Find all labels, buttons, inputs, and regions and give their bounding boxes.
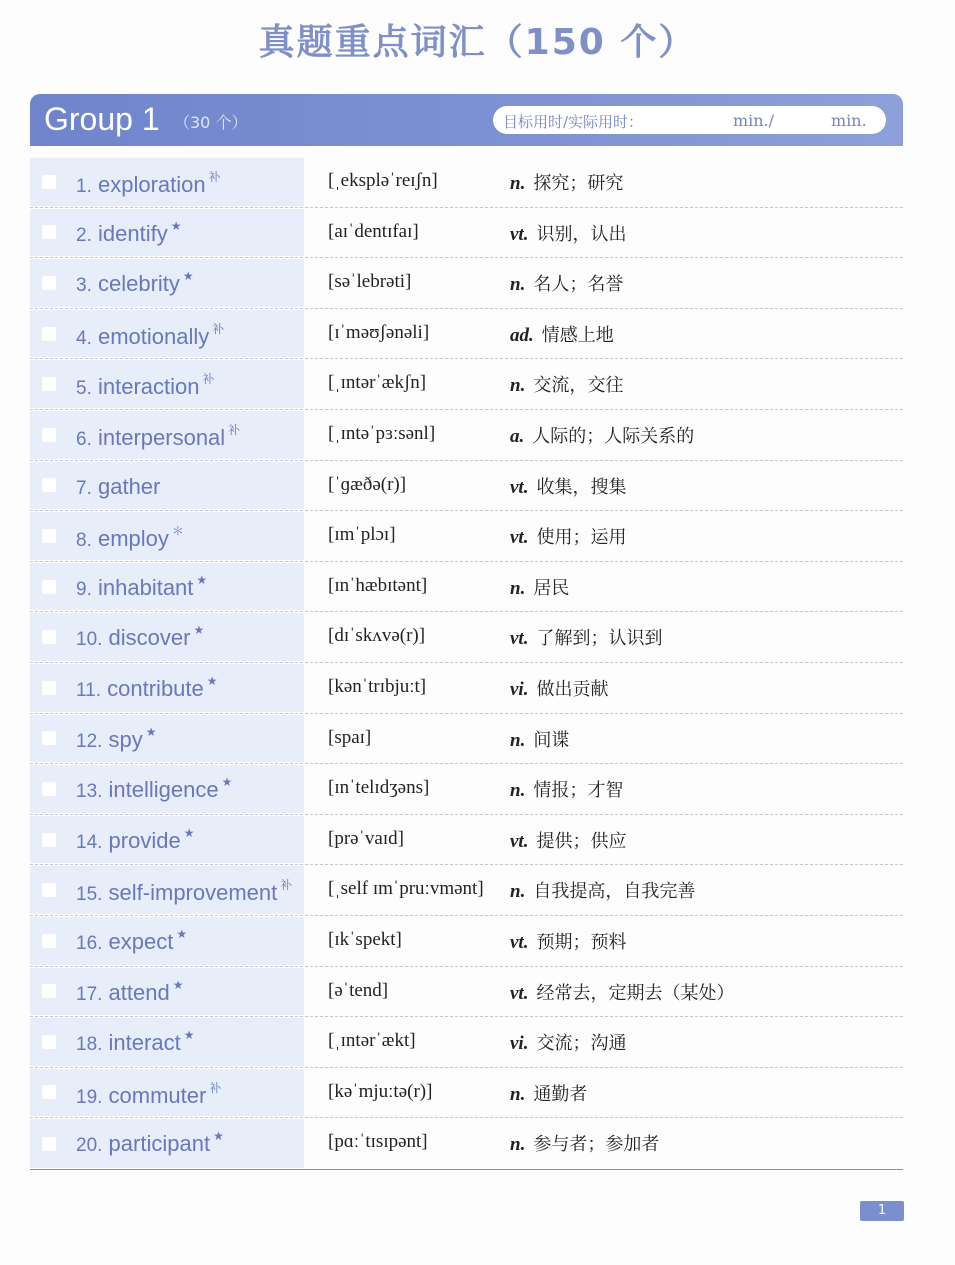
word-mark: ★ [183, 825, 195, 840]
word-number: 11. [76, 679, 102, 701]
phonetic: [pɑːˈtɪsɪpənt] [328, 1131, 428, 1153]
part-of-speech: n. [510, 274, 526, 296]
word-cell [30, 917, 304, 965]
definition [510, 1130, 659, 1156]
part-of-speech: n. [510, 1134, 526, 1156]
word-number: 13. [76, 781, 103, 803]
phonetic: [spaɪ] [328, 726, 372, 748]
word-mark: 补 [208, 170, 221, 184]
word-checkbox[interactable] [42, 327, 56, 341]
word-text: interact [108, 1030, 181, 1056]
definition [510, 624, 662, 650]
word-cell [30, 563, 304, 611]
meaning: 经常去，定期去（某处） [536, 982, 735, 1004]
word-cell [30, 158, 304, 206]
word-mark: ★ [183, 1028, 195, 1043]
meaning: 名人；名誉 [533, 274, 624, 296]
word-text: expect [108, 928, 174, 954]
word-cell [30, 613, 304, 661]
word-checkbox[interactable] [42, 934, 56, 948]
phonetic: [ˌɪntəˈpɜːsənl] [328, 422, 436, 444]
word-cell [30, 310, 304, 358]
group-count: （30 个） [174, 113, 248, 132]
phonetic: [dɪˈskʌvə(r)] [328, 625, 426, 647]
definition [510, 1029, 626, 1055]
word-checkbox[interactable] [42, 1137, 56, 1151]
word-text: interaction [97, 374, 200, 400]
vocab-row [30, 258, 903, 309]
phonetic: [prəˈvaɪd] [328, 827, 404, 849]
phonetic: [ˈɡæðə(r)] [328, 473, 407, 495]
meaning: 提供；供应 [536, 830, 627, 852]
word-checkbox[interactable] [42, 276, 56, 290]
vocab-row [30, 916, 903, 967]
word-checkbox[interactable] [42, 175, 56, 189]
vocab-word [76, 623, 204, 651]
vocab-word [76, 674, 218, 702]
vocab-row [30, 410, 903, 461]
word-text: contribute [107, 675, 204, 701]
vocab-row [30, 461, 903, 512]
word-cell [30, 715, 304, 763]
vocab-row [30, 815, 903, 866]
part-of-speech: vt. [510, 527, 529, 549]
word-number: 16. [76, 932, 103, 954]
word-mark: 补 [212, 321, 225, 336]
definition [510, 877, 695, 903]
word-number: 15. [76, 884, 103, 906]
word-checkbox[interactable] [42, 731, 56, 745]
vocab-row [30, 865, 903, 916]
word-number: 2. [76, 224, 92, 246]
vocab-word [76, 1129, 224, 1157]
phonetic: [səˈlebrəti] [328, 271, 412, 293]
word-number: 8. [76, 530, 92, 552]
vocab-row [30, 612, 903, 663]
word-checkbox[interactable] [42, 984, 56, 998]
phonetic: [kəˈmjuːtə(r)] [328, 1080, 433, 1102]
vocab-word [76, 775, 232, 803]
word-text: discover [108, 625, 191, 651]
actual-time-unit: min. [831, 111, 867, 130]
meaning: 交流，交往 [533, 375, 624, 397]
vocab-word [76, 725, 157, 753]
definition [510, 321, 614, 347]
definition [510, 979, 734, 1005]
vocab-row [30, 208, 903, 259]
phonetic: [ˌɪntərˈækʃn] [328, 372, 427, 394]
word-number: 6. [76, 428, 92, 450]
time-record-box [493, 106, 886, 134]
word-number: 4. [76, 327, 92, 349]
vocab-row [30, 1017, 903, 1068]
word-text: self-improvement [108, 880, 278, 906]
definition [510, 928, 626, 954]
part-of-speech: n. [510, 729, 526, 751]
meaning: 交流；沟通 [536, 1033, 627, 1055]
word-checkbox[interactable] [42, 1035, 56, 1049]
phonetic: [ˌekspləˈreɪʃn] [328, 170, 438, 191]
meaning: 间谍 [533, 729, 570, 751]
vocab-word [76, 522, 184, 552]
part-of-speech: vt. [510, 223, 529, 245]
word-text: employ [97, 526, 169, 552]
word-cell [30, 968, 304, 1016]
part-of-speech: vt. [510, 476, 529, 498]
definition [510, 371, 623, 397]
definition [510, 574, 569, 600]
vocab-row [30, 562, 903, 613]
meaning: 了解到；认识到 [536, 628, 663, 650]
word-mark: ★ [221, 775, 233, 790]
word-checkbox[interactable] [42, 782, 56, 796]
meaning: 情感上地 [541, 324, 614, 346]
part-of-speech: n. [510, 577, 526, 599]
meaning: 人际的；人际关系的 [532, 425, 695, 447]
word-mark: ★ [172, 977, 184, 992]
word-cell [30, 360, 304, 408]
word-mark: ★ [145, 724, 157, 739]
word-checkbox[interactable] [42, 225, 56, 239]
vocab-word [76, 978, 183, 1006]
word-mark: ★ [193, 623, 205, 638]
word-text: identify [97, 220, 168, 246]
vocab-word [76, 826, 194, 854]
page-number: 1 [860, 1201, 904, 1221]
vocab-row [30, 309, 903, 360]
word-mark: ★ [176, 926, 188, 941]
word-cell [30, 209, 304, 257]
part-of-speech: n. [510, 780, 526, 802]
definition [510, 776, 623, 802]
meaning: 识别，认出 [536, 223, 627, 245]
word-cell [30, 866, 304, 914]
word-cell [30, 664, 304, 712]
word-text: participant [108, 1131, 211, 1157]
part-of-speech: vt. [510, 628, 529, 650]
part-of-speech: vi. [510, 678, 529, 700]
vocab-word [76, 269, 194, 297]
word-checkbox[interactable] [42, 377, 56, 391]
word-checkbox[interactable] [42, 883, 56, 897]
word-text: exploration [97, 172, 206, 197]
definition [510, 523, 626, 549]
word-cell [30, 411, 304, 459]
definition [510, 1080, 587, 1106]
phonetic: [ɪˈməʊʃənəli] [328, 321, 430, 343]
word-text: emotionally [97, 323, 210, 349]
word-number: 1. [76, 176, 92, 197]
word-mark: 补 [209, 1080, 222, 1095]
word-text: interpersonal [97, 424, 226, 450]
word-mark: ★ [206, 673, 218, 688]
time-label: 目标用时/实际用时： [503, 113, 644, 131]
phonetic: [ˌself ɪmˈpruːvmənt] [328, 878, 484, 900]
word-number: 5. [76, 378, 92, 400]
group-name: Group 1 [44, 101, 160, 137]
word-checkbox[interactable] [42, 478, 56, 492]
definition [510, 220, 626, 246]
word-cell [30, 462, 304, 510]
vocab-word [76, 320, 224, 350]
part-of-speech: n. [510, 173, 526, 194]
phonetic: [ɪmˈplɔɪ] [328, 524, 396, 546]
part-of-speech: vt. [510, 830, 529, 852]
word-number: 7. [76, 477, 92, 499]
word-cell [30, 259, 304, 307]
word-checkbox[interactable] [42, 580, 56, 594]
target-time-unit: min./ [733, 111, 775, 130]
word-number: 10. [76, 629, 103, 651]
vocab-row [30, 511, 903, 562]
word-mark: ★ [213, 1129, 224, 1144]
phonetic: [aɪˈdentɪfaɪ] [328, 220, 419, 242]
word-checkbox[interactable] [42, 1085, 56, 1099]
word-text: commuter [108, 1082, 207, 1108]
word-checkbox[interactable] [42, 529, 56, 543]
definition [510, 473, 626, 499]
part-of-speech: vt. [510, 931, 529, 953]
word-number: 12. [76, 730, 103, 752]
word-text: intelligence [108, 777, 219, 803]
word-number: 20. [76, 1135, 103, 1157]
part-of-speech: a. [510, 425, 525, 447]
page-title: 真题重点词汇（150 个） [258, 22, 697, 63]
word-number: 14. [76, 831, 103, 853]
vocab-word [76, 1079, 221, 1109]
word-checkbox[interactable] [42, 833, 56, 847]
word-text: inhabitant [97, 574, 194, 600]
word-cell [30, 1018, 304, 1066]
definition [510, 675, 608, 701]
vocab-word [76, 168, 221, 198]
word-number: 9. [76, 578, 92, 600]
word-cell [30, 765, 304, 813]
word-number: 17. [76, 983, 103, 1005]
word-cell [30, 1119, 304, 1168]
vocab-row [30, 764, 903, 815]
group-header [30, 94, 903, 146]
meaning: 情报；才智 [533, 780, 624, 802]
meaning: 使用；运用 [536, 527, 627, 549]
part-of-speech: vi. [510, 1033, 529, 1055]
phonetic: [kənˈtrɪbjuːt] [328, 675, 427, 697]
word-cell [30, 512, 304, 560]
meaning: 参与者；参加者 [533, 1134, 660, 1156]
vocab-word [76, 472, 163, 500]
vocab-row [30, 1068, 903, 1119]
vocab-word [76, 219, 181, 247]
meaning: 收集，搜集 [536, 476, 627, 498]
word-mark: ★ [170, 218, 182, 233]
phonetic: [ɪnˈtelɪdʒəns] [328, 777, 430, 799]
vocab-word [76, 1028, 194, 1056]
word-checkbox[interactable] [42, 630, 56, 644]
definition [510, 169, 623, 195]
phonetic: [ˌɪntərˈækt] [328, 1030, 416, 1052]
word-mark: ★ [182, 269, 194, 284]
part-of-speech: vt. [510, 982, 529, 1004]
word-text: provide [108, 827, 181, 853]
vocab-word [76, 927, 187, 955]
meaning: 做出贡献 [536, 678, 609, 700]
word-number: 18. [76, 1034, 103, 1056]
definition [510, 726, 569, 752]
meaning: 预期；预料 [536, 931, 627, 953]
vocab-word [76, 573, 207, 601]
definition [510, 270, 623, 296]
vocab-row [30, 1118, 903, 1169]
word-mark: ★ [196, 572, 208, 587]
vocab-row [30, 663, 903, 714]
word-mark: 补 [280, 878, 293, 893]
meaning: 探究；研究 [533, 173, 624, 194]
vocab-row [30, 157, 903, 208]
word-text: attend [108, 979, 170, 1005]
word-text: celebrity [97, 271, 180, 297]
word-checkbox[interactable] [42, 428, 56, 442]
word-number: 3. [76, 275, 92, 297]
part-of-speech: ad. [510, 324, 534, 346]
word-cell [30, 1069, 304, 1117]
word-mark: 补 [202, 372, 215, 387]
part-of-speech: n. [510, 881, 526, 903]
vocab-word [76, 421, 240, 451]
meaning: 通勤者 [533, 1083, 588, 1105]
phonetic: [əˈtend] [328, 979, 389, 1001]
meaning: 自我提高，自我完善 [533, 881, 696, 903]
part-of-speech: n. [510, 375, 526, 397]
word-mark: 补 [228, 422, 241, 437]
definition [510, 422, 694, 448]
word-mark: ＊ [171, 524, 184, 539]
vocab-row [30, 967, 903, 1018]
vocab-row [30, 359, 903, 410]
vocab-word [76, 370, 215, 400]
meaning: 居民 [533, 577, 570, 599]
vocab-row [30, 714, 903, 765]
part-of-speech: n. [510, 1083, 526, 1105]
vocab-word [76, 876, 292, 906]
word-checkbox[interactable] [42, 681, 56, 695]
vocab-list [30, 157, 903, 1170]
word-text: spy [108, 726, 143, 752]
phonetic: [ɪkˈspekt] [328, 928, 402, 950]
word-number: 19. [76, 1086, 103, 1108]
word-cell [30, 816, 304, 864]
phonetic: [ɪnˈhæbɪtənt] [328, 574, 428, 596]
word-text: gather [97, 473, 161, 499]
definition [510, 827, 626, 853]
